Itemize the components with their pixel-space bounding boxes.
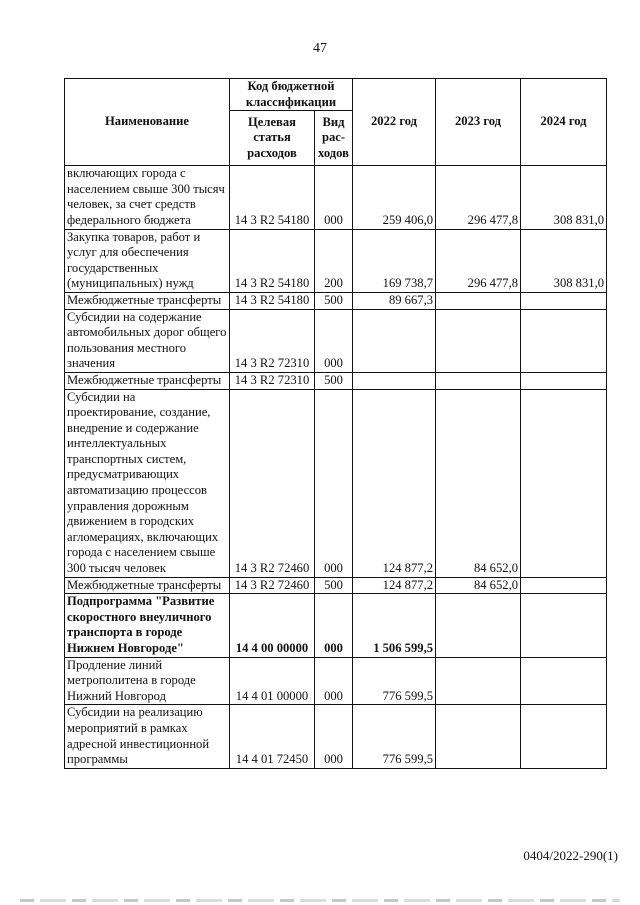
row-value-2024	[521, 705, 607, 768]
table-body	[65, 166, 607, 769]
table-row	[65, 389, 607, 577]
row-value-2023: 296 477,8	[436, 166, 521, 229]
row-name: Подпрограмма "Развитие скоростного внеуличного транспорта в городе Нижнем Новгороде"	[65, 594, 230, 657]
row-target-article: 14 3 R2 72460	[230, 389, 315, 577]
row-target-article: 14 3 R2 54180	[230, 229, 315, 292]
row-value-2022: 124 877,2	[353, 389, 436, 577]
row-value-2024: 308 831,0	[521, 229, 607, 292]
row-value-2022: 776 599,5	[353, 705, 436, 768]
table-row	[65, 705, 607, 768]
row-value-2023	[436, 309, 521, 372]
row-target-article: 14 3 R2 72310	[230, 309, 315, 372]
row-value-2022	[353, 309, 436, 372]
row-value-2022: 89 667,3	[353, 292, 436, 309]
budget-table	[64, 78, 607, 769]
row-value-2022: 169 738,7	[353, 229, 436, 292]
header-code-group: Код бюджетной классификации	[230, 79, 353, 111]
row-expense-type: 000	[315, 389, 353, 577]
row-value-2023	[436, 292, 521, 309]
header-2022: 2022 год	[353, 79, 436, 166]
row-target-article: 14 4 00 00000	[230, 594, 315, 657]
row-value-2022: 259 406,0	[353, 166, 436, 229]
row-value-2023	[436, 705, 521, 768]
row-expense-type: 500	[315, 292, 353, 309]
row-name: Межбюджетные трансферты	[65, 372, 230, 389]
row-value-2024	[521, 309, 607, 372]
header-target-article: Целевая статья расходов	[230, 111, 315, 166]
row-value-2023	[436, 372, 521, 389]
row-name: Продление линий метрополитена в городе Нижний Новгород	[65, 657, 230, 705]
row-value-2024: 308 831,0	[521, 166, 607, 229]
row-name: Субсидии на содержание автомобильных дорог общего пользования местного значения	[65, 309, 230, 372]
row-target-article: 14 3 R2 72310	[230, 372, 315, 389]
row-target-article: 14 4 01 72450	[230, 705, 315, 768]
table-row	[65, 292, 607, 309]
table-row	[65, 577, 607, 594]
row-value-2023: 84 652,0	[436, 577, 521, 594]
row-name: включающих города с населением свыше 300 тысяч человек, за счет средств федерального бюджета	[65, 166, 230, 229]
row-target-article: 14 3 R2 54180	[230, 166, 315, 229]
row-value-2022: 1 506 599,5	[353, 594, 436, 657]
table-row	[65, 309, 607, 372]
table-row	[65, 657, 607, 705]
row-expense-type: 200	[315, 229, 353, 292]
row-value-2024	[521, 292, 607, 309]
row-value-2024	[521, 372, 607, 389]
row-value-2024	[521, 657, 607, 705]
row-value-2022: 776 599,5	[353, 657, 436, 705]
row-value-2022: 124 877,2	[353, 577, 436, 594]
row-name: Межбюджетные трансферты	[65, 292, 230, 309]
row-name: Закупка товаров, работ и услуг для обеспечения государственных (муниципальных) нужд	[65, 229, 230, 292]
row-value-2024	[521, 577, 607, 594]
row-value-2024	[521, 594, 607, 657]
row-expense-type: 000	[315, 166, 353, 229]
document-code: 0404/2022-290(1)	[523, 848, 618, 863]
table-header	[65, 79, 607, 166]
row-name: Субсидии на проектирование, создание, внедрение и содержание интеллектуальных транспортных систем, предусматривающих автоматизацию процессов управления дорожным движением в городских агломерациях, включающих города с населением свыше 300 тысяч человек	[65, 389, 230, 577]
row-expense-type: 000	[315, 705, 353, 768]
row-value-2024	[521, 389, 607, 577]
row-name: Субсидии на реализацию мероприятий в рамках адресной инвестиционной программы	[65, 705, 230, 768]
row-expense-type: 000	[315, 309, 353, 372]
header-2023: 2023 год	[436, 79, 521, 166]
scan-artifact-line	[20, 899, 620, 902]
row-value-2023	[436, 594, 521, 657]
header-name: Наименование	[65, 79, 230, 166]
row-expense-type: 000	[315, 594, 353, 657]
row-target-article: 14 4 01 00000	[230, 657, 315, 705]
table-row	[65, 594, 607, 657]
row-value-2023	[436, 657, 521, 705]
row-value-2023: 84 652,0	[436, 389, 521, 577]
row-target-article: 14 3 R2 54180	[230, 292, 315, 309]
row-expense-type: 500	[315, 372, 353, 389]
page-number: 47	[313, 41, 327, 56]
row-target-article: 14 3 R2 72460	[230, 577, 315, 594]
table-row	[65, 166, 607, 229]
row-expense-type: 500	[315, 577, 353, 594]
table-row	[65, 372, 607, 389]
row-expense-type: 000	[315, 657, 353, 705]
row-value-2023: 296 477,8	[436, 229, 521, 292]
header-2024: 2024 год	[521, 79, 607, 166]
row-name: Межбюджетные трансферты	[65, 577, 230, 594]
row-value-2022	[353, 372, 436, 389]
table-row	[65, 229, 607, 292]
header-expense-type: Вид рас- ходов	[315, 111, 353, 166]
